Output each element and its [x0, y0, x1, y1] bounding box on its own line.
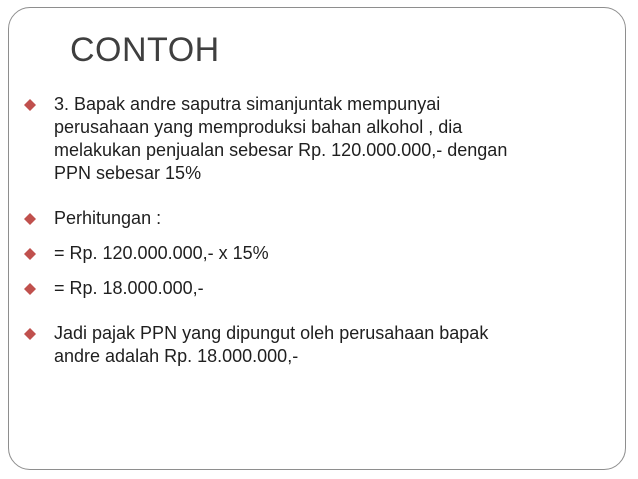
slide-title: CONTOH	[70, 31, 220, 69]
bullet-text-line: Jadi pajak PPN yang dipungut oleh perusahaan bapak	[54, 323, 489, 343]
bullet-item-calculation-result	[20, 277, 600, 300]
bullet-text-line: Perhitungan :	[54, 208, 162, 228]
bullet-text-line: andre adalah Rp. 18.000.000,-	[54, 346, 299, 366]
bullet-text-line: perusahaan yang memproduksi bahan alkohol , dia	[54, 117, 463, 137]
bullet-item-calculation-heading	[20, 207, 600, 230]
bullet-item-conclusion	[20, 322, 600, 368]
diamond-bullet-icon	[22, 207, 38, 230]
bullet-text-line: = Rp. 120.000.000,- x 15%	[54, 243, 269, 263]
bullet-text-line: melakukan penjualan sebesar Rp. 120.000.000,- dengan	[54, 140, 508, 160]
diamond-bullet-icon	[22, 322, 38, 345]
bullet-list	[20, 93, 600, 368]
bullet-item-problem	[20, 93, 600, 185]
diamond-bullet-icon	[22, 242, 38, 265]
diamond-bullet-icon	[22, 277, 38, 300]
bullet-item-calculation-step	[20, 242, 600, 265]
diamond-bullet-icon	[22, 93, 38, 116]
bullet-text-line: 3. Bapak andre saputra simanjuntak mempunyai	[54, 94, 441, 114]
bullet-text-line: = Rp. 18.000.000,-	[54, 278, 204, 298]
bullet-text-line: PPN sebesar 15%	[54, 163, 202, 183]
